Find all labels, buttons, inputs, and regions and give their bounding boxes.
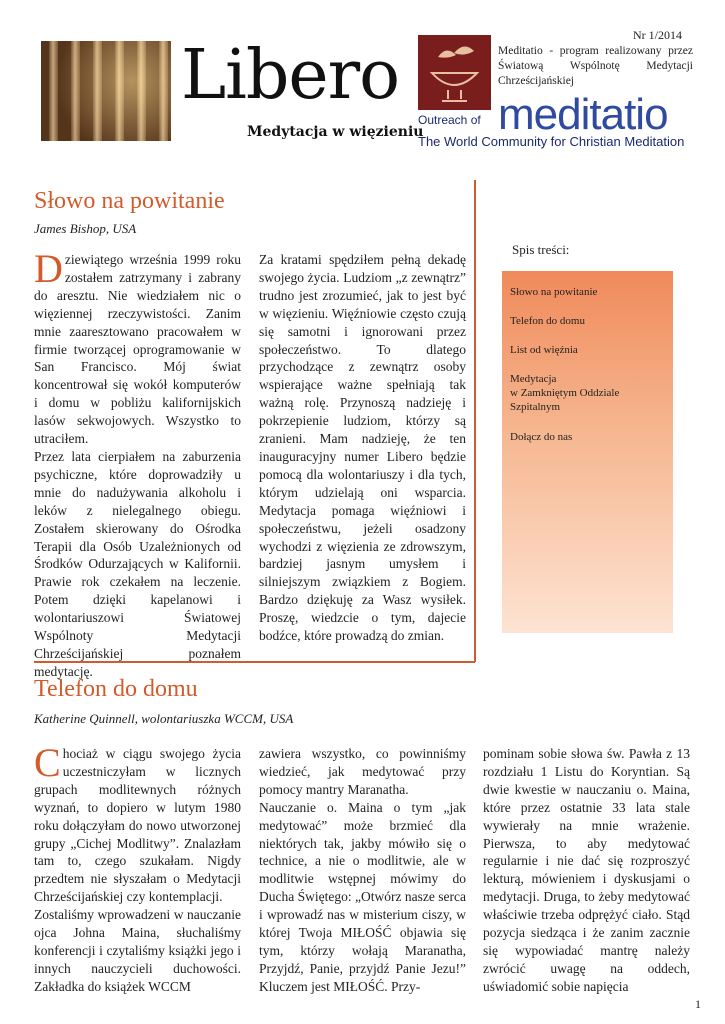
column-divider [474, 180, 476, 662]
article2-col1: Chociaż w ciągu swojego życia uczestniczyłam w licznych grupach modlitewnych różnych wyznań, to dopiero w lutym 1980 roku dołączyłam do nowo utworzonej grupy „Cichej Modlitwy”. Znalazłam tam to, czego szukałam. Nigdy przedtem nie słyszałam o Medytacji Chrześcijańskiej czy kontemplacji. Zostaliśmy wprowadzeni w nauczanie ojca Johna Maina, słuchaliśmy konferencji i czytaliśmy książki jego i innych nauczycieli duchowości. Zakładka do książek WCCM [34, 740, 241, 994]
toc-item[interactable]: Telefon do domu [510, 315, 585, 327]
toc-label: Spis treści: [512, 242, 570, 257]
prison-bars-photo [41, 41, 171, 141]
toc-item[interactable]: Dołącz do nas [510, 431, 573, 443]
article1-col2: Za kratami spędziłem pełną dekadę swojego życia. Ludziom „z zewnątrz” trudno jest zrozumieć, jak to jest być w więzieniu. Więźniowie często czują się samotni i ignorowani przez społeczeństwo. To dlatego przychodzące z zewnątrz osoby wspierające ważne spełniają tak ważną rolę. Przynoszą nadzieję i pokrzepienie ludziom, którzy są zranieni. Mam nadzieję, że ten inauguracyjny numer Libero będzie pomocą dla wolontariuszy i dla tych, którym udzielają oni wsparcia. Medytacja pomaga więźniowi i społeczeństwu, jeżeli osadzony wychodzi z więzienia ze zdrowszym, bardziej jasnym umysłem i silniejszym związkiem z Bogiem. Bardzo dziękuję za Wasz wysiłek. Proszę, wiedzcie o tym, dajecie bodźce, które prowadzą do zmian. [259, 252, 466, 644]
toc-item[interactable]: Słowo na powitanie [510, 286, 598, 298]
article2-title: Telefon do domu [34, 676, 198, 702]
table-of-contents [502, 271, 673, 633]
article1-author: James Bishop, USA [34, 221, 137, 236]
meditatio-description: Meditatio - program realizowany przez Światową Wspólnotę Medytacji Chrześcijańskiej [498, 45, 693, 87]
issue-number: Nr 1/2014 [633, 28, 682, 42]
article2-author: Katherine Quinnell, wolontariuszka WCCM, USA [34, 711, 294, 726]
logo-title: Libero [181, 36, 400, 115]
toc-item[interactable]: Medytacja w Zamkniętym Oddziale Szpitalnym [510, 373, 620, 413]
meditatio-emblem [418, 35, 491, 110]
article1-col1: Dziewiątego września 1999 roku zostałem zatrzymany i zabrany do aresztu. Nie wiedziałem nic o więziennej rzeczywistości. Zanim mnie zaaresztowano pracowałem w firmie tworzącej oprogramowanie w San Francisco. Mój świat koncentrował się wokół komputerów i domu w pobliżu kalifornijskich lasów sekwojowych. Wszystko to utraciłem. Przez lata cierpiałem na zaburzenia psychiczne, które doprowadziły u mnie do nadużywania alkoholu i leków z nielegalnego obiegu. Zostałem skierowany do Ośrodka Terapii dla Osób Uzależnionych od Środków Odurzających w Kalifornii. Prawie rok czekałem na leczenie. Potem dzięki kapelanowi i wolontariuszowi Światowej Wspólnoty Medytacji Chrześcijańskiej poznałem medytację. [34, 246, 241, 679]
outreach-of: Outreach of [418, 113, 481, 127]
toc-item[interactable]: List od więźnia [510, 344, 578, 356]
page-number: 1 [695, 997, 701, 1011]
article2-col3: pominam sobie słowa św. Pawła z 13 rozdziału 1 Listu do Koryntian. Są dwie kwestie w nauczaniu o. Maina, które przez ostatnie 33 lata stale wywierały na mnie wrażenie. Pierwsza, to aby medytować regularnie i nie dać się rozproszyć lekturą, mówieniem i dyskusjami o medytacji. Druga, to żeby medytować właściwie trzeba odprężyć ciało. Stąd pozycja siedząca i że zanim zacznie się wypowiadać mantrę należy zwrócić uwagę na oddech, uświadomić sobie napięcia [483, 746, 690, 994]
article1-title: Słowo na powitanie [34, 188, 225, 214]
drop-cap: C [34, 740, 61, 785]
meditatio-logo: meditatio [498, 90, 668, 139]
article2-col2: zawiera wszystko, co powinniśmy wiedzieć, jak medytować przy pomocy mantry Maranatha. Nauczanie o. Maina o tym „jak medytować” może brzmieć dla niektórych tak, jakby mówiło się o technice, a nie o modlitwie, ale w modlitwie wstępnej mówimy do Ducha Świętego: „Otwórz nasze serca i wprowadź nas w misterium ciszy, w której Twoja MIŁOŚĆ objawia się tym, którzy wołają Maranatha, Przyjdź, Panie, przyjdź Panie Jezu!” Kluczem jest MIŁOŚĆ. Przy- [259, 746, 466, 994]
drop-cap: D [34, 246, 63, 291]
logo-subtitle: Medytacja w więzieniu [247, 124, 424, 140]
wccm-name: The World Community for Christian Meditation [418, 134, 685, 149]
